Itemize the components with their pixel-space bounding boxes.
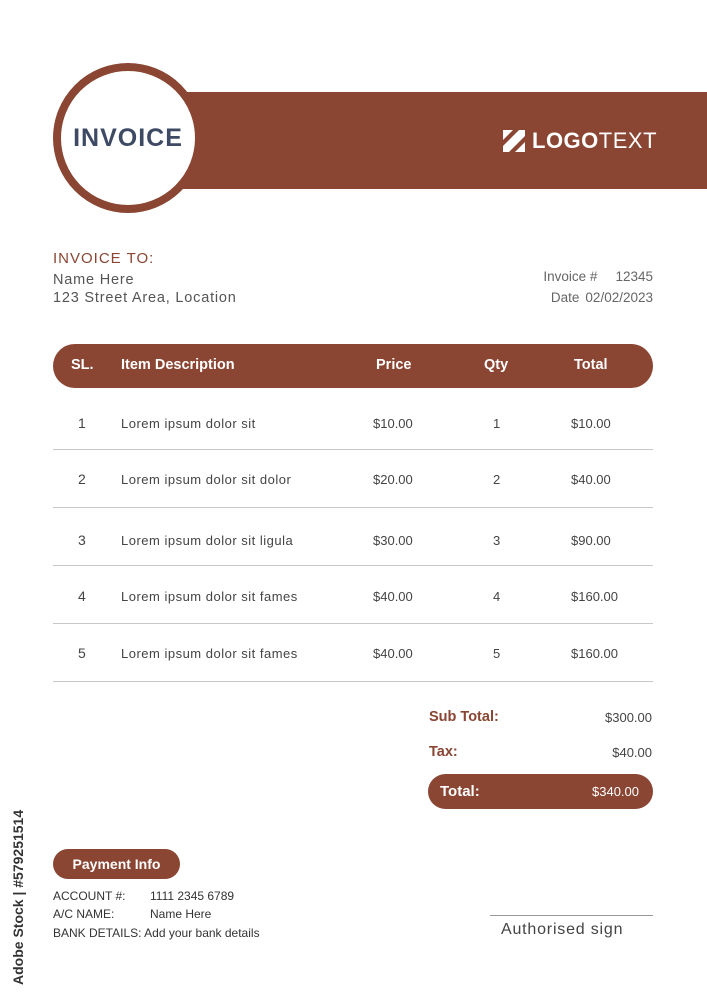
table-header (53, 344, 653, 388)
table-row (53, 566, 653, 624)
account-number: 1111 2345 6789 (150, 889, 235, 903)
bank-details-line (53, 926, 260, 940)
total-badge (428, 774, 653, 809)
tax-label: Tax: (429, 744, 458, 760)
row-divider (53, 681, 653, 682)
invoice-date: 02/02/2023 (585, 290, 653, 305)
row-total: $90.00 (571, 533, 611, 548)
tax-value: $40.00 (612, 745, 652, 760)
account-name: Name Here (150, 907, 212, 921)
row-sl: 1 (78, 415, 86, 431)
bank-details-label: BANK DETAILS: (53, 926, 142, 940)
account-number-line (53, 889, 234, 903)
logo-text-light: TEXT (598, 128, 658, 153)
row-description: Lorem ipsum dolor sit fames (121, 646, 298, 661)
account-number-label: ACCOUNT #: (53, 889, 126, 903)
client-address: 123 Street Area, Location (53, 290, 237, 306)
header-sl: SL. (71, 357, 94, 373)
row-description: Lorem ipsum dolor sit dolor (121, 472, 292, 487)
row-total: $40.00 (571, 472, 611, 487)
stock-id-watermark: Adobe Stock | #579251514 (10, 809, 26, 985)
invoice-number: 12345 (615, 269, 653, 284)
table-row (53, 624, 653, 682)
header-qty: Qty (484, 357, 509, 373)
client-name: Name Here (53, 272, 135, 288)
payment-info-heading: Payment Info (53, 849, 180, 879)
header-description: Item Description (121, 357, 235, 373)
account-name-line (53, 907, 211, 921)
row-total: $160.00 (571, 589, 618, 604)
logo (503, 128, 657, 154)
account-name-label: A/C NAME: (53, 907, 115, 921)
row-price: $30.00 (373, 533, 413, 548)
row-sl: 2 (78, 471, 86, 487)
row-price: $40.00 (373, 589, 413, 604)
logo-text (532, 128, 657, 154)
signature-line (490, 915, 653, 916)
row-price: $40.00 (373, 646, 413, 661)
invoice-number-label: Invoice # (543, 269, 598, 284)
table-row (53, 508, 653, 566)
header-price: Price (376, 357, 412, 373)
invoice-title-badge (53, 63, 203, 213)
invoice-number-line (543, 269, 653, 284)
subtotal-value: $300.00 (605, 710, 652, 725)
row-total: $10.00 (571, 416, 611, 431)
invoice-title: INVOICE (73, 123, 183, 152)
row-sl: 4 (78, 588, 86, 604)
row-qty: 2 (493, 472, 501, 487)
total-label: Total: (440, 783, 480, 800)
row-total: $160.00 (571, 646, 618, 661)
row-description: Lorem ipsum dolor sit (121, 416, 256, 431)
row-qty: 1 (493, 416, 501, 431)
row-qty: 5 (493, 646, 501, 661)
logo-text-bold: LOGO (532, 128, 599, 153)
authorised-sign-label: Authorised sign (501, 921, 624, 938)
row-price: $20.00 (373, 472, 413, 487)
row-qty: 3 (493, 533, 501, 548)
row-description: Lorem ipsum dolor sit ligula (121, 533, 294, 548)
row-description: Lorem ipsum dolor sit fames (121, 589, 298, 604)
invoice-to-heading: INVOICE TO: (53, 250, 155, 267)
row-sl: 3 (78, 532, 86, 548)
subtotal-label: Sub Total: (429, 709, 499, 725)
bank-details: Add your bank details (144, 926, 260, 940)
total-value: $340.00 (592, 784, 639, 799)
header-total: Total (574, 357, 608, 373)
row-price: $10.00 (373, 416, 413, 431)
table-row (53, 394, 653, 450)
invoice-date-label: Date (550, 290, 580, 305)
table-row (53, 450, 653, 508)
invoice-date-line (551, 290, 653, 305)
row-qty: 4 (493, 589, 501, 604)
slash-logo-icon (503, 130, 525, 152)
row-sl: 5 (78, 645, 86, 661)
